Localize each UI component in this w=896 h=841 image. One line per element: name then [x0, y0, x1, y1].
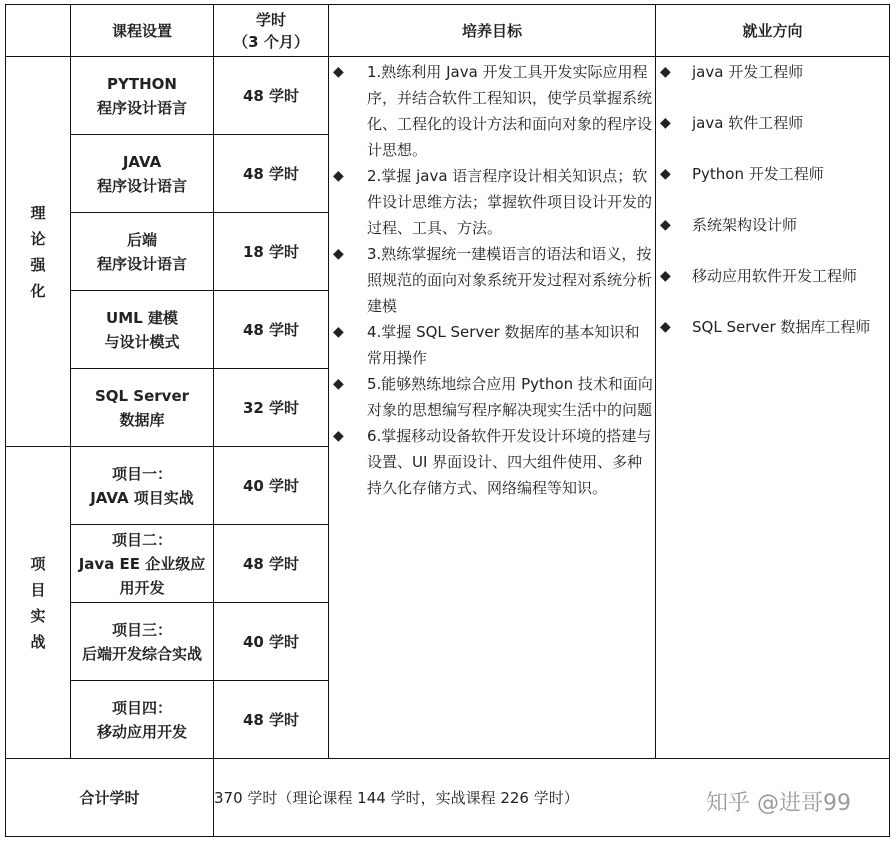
diamond-bullet-icon: ◆: [660, 217, 671, 233]
job-text: 系统架构设计师: [692, 216, 798, 234]
course-name-line: 程序设计语言: [96, 176, 187, 195]
course-name: [71, 369, 214, 447]
course-hours: 48 学时: [214, 681, 329, 759]
course-hours: 40 学时: [214, 447, 329, 525]
course-name-line: 后端: [126, 230, 157, 249]
course-hours: 18 学时: [214, 213, 329, 291]
course-name: [71, 291, 214, 369]
course-hours: 40 学时: [214, 603, 329, 681]
course-name-line: PYTHON: [107, 74, 177, 93]
diamond-bullet-icon: ◆: [333, 246, 344, 262]
header-course: 课程设置: [71, 5, 214, 57]
course-name-line: 数据库: [119, 410, 165, 429]
category-char: 理: [30, 203, 46, 222]
course-name: [71, 135, 214, 213]
course-name-line: 后端开发综合实战: [81, 644, 202, 663]
job-item: [656, 314, 889, 365]
diamond-bullet-icon: ◆: [333, 64, 344, 80]
course-name-line: 项目一：: [111, 464, 172, 483]
course-hours: 48 学时: [214, 57, 329, 135]
watermark: 知乎 @进哥99: [706, 791, 851, 816]
goal-item: [329, 241, 655, 319]
course-table: [5, 4, 890, 837]
total-label: 合计学时: [6, 759, 214, 837]
course-name: [71, 447, 214, 525]
goal-item: [329, 59, 655, 163]
job-item: [656, 110, 889, 161]
course-name-line: 程序设计语言: [96, 254, 187, 273]
course-name-line: UML 建模: [106, 308, 178, 327]
course-name-line: JAVA 项目实战: [90, 488, 194, 507]
course-name-line: 项目二：: [111, 530, 172, 549]
goal-text: 4.掌握 SQL Server 数据库的基本知识和常用操作: [367, 323, 640, 367]
header-hours-line2: （3 个月）: [233, 32, 309, 51]
table-row: [6, 57, 890, 135]
header-blank: [6, 5, 71, 57]
header-hours: [214, 5, 329, 57]
course-name-line: 项目四：: [111, 698, 172, 717]
diamond-bullet-icon: ◆: [660, 268, 671, 284]
course-hours: 48 学时: [214, 291, 329, 369]
course-hours: 32 学时: [214, 369, 329, 447]
diamond-bullet-icon: ◆: [660, 115, 671, 131]
course-name-line: Java EE 企业级应: [78, 554, 206, 573]
course-name: [71, 57, 214, 135]
category-theory: [6, 57, 71, 447]
course-name-line: SQL Server: [94, 386, 190, 405]
job-item: [656, 59, 889, 110]
category-practice: [6, 447, 71, 759]
course-name-line: JAVA: [122, 152, 162, 171]
category-char: 战: [30, 632, 46, 651]
diamond-bullet-icon: ◆: [660, 319, 671, 335]
job-item: [656, 161, 889, 212]
diamond-bullet-icon: ◆: [660, 64, 671, 80]
diamond-bullet-icon: ◆: [333, 428, 344, 444]
diamond-bullet-icon: ◆: [333, 324, 344, 340]
job-text: java 软件工程师: [692, 114, 804, 132]
goal-text: 6.掌握移动设备软件开发设计环境的搭建与设置、UI 界面设计、四大组件使用、多种持久化存储方式、网络编程等知识。: [367, 427, 652, 497]
goal-text: 5.能够熟练地综合应用 Python 技术和面向对象的思想编写程序解决现实生活中的问题: [367, 375, 653, 419]
diamond-bullet-icon: ◆: [660, 166, 671, 182]
category-char: 实: [30, 606, 46, 625]
job-item: [656, 212, 889, 263]
course-name-line: 程序设计语言: [96, 98, 187, 117]
category-char: 项: [30, 554, 46, 573]
course-hours: 48 学时: [214, 135, 329, 213]
course-name-line: 项目三：: [111, 620, 172, 639]
diamond-bullet-icon: ◆: [333, 168, 344, 184]
course-name: [71, 681, 214, 759]
goal-item: [329, 371, 655, 423]
goal-text: 2.掌握 java 语言程序设计相关知识点；软件设计思维方法；掌握软件项目设计开发的过程、工具、方法。: [367, 167, 653, 237]
category-char: 强: [30, 255, 46, 274]
goal-text: 1.熟练利用 Java 开发工具开发实际应用程序，并结合软件工程知识，使学员掌握系统化、工程化的设计方法和面向对象的程序设计思想。: [367, 63, 653, 159]
course-name: [71, 603, 214, 681]
header-hours-line1: 学时: [255, 10, 286, 29]
job-text: SQL Server 数据库工程师: [692, 318, 871, 336]
category-char: 化: [30, 281, 46, 300]
goal-item: [329, 163, 655, 241]
job-text: java 开发工程师: [692, 63, 804, 81]
job-item: [656, 263, 889, 314]
header-jobs: 就业方向: [656, 5, 890, 57]
course-name-line: 移动应用开发: [96, 722, 187, 741]
course-name-line: 与设计模式: [104, 332, 180, 351]
category-char: 目: [30, 580, 46, 599]
course-name: [71, 213, 214, 291]
header-row: [6, 5, 890, 57]
job-text: 移动应用软件开发工程师: [692, 267, 858, 285]
goal-item: [329, 423, 655, 501]
diamond-bullet-icon: ◆: [333, 376, 344, 392]
jobs-cell: [656, 57, 890, 759]
goal-text: 3.熟练掌握统一建模语言的语法和语义，按照规范的面向对象系统开发过程对系统分析建模: [367, 245, 653, 315]
job-text: Python 开发工程师: [692, 165, 824, 183]
goals-cell: [329, 57, 656, 759]
goal-item: [329, 319, 655, 371]
course-name: [71, 525, 214, 603]
header-goals: 培养目标: [329, 5, 656, 57]
total-value: 370 学时（理论课程 144 学时，实战课程 226 学时）: [214, 759, 890, 837]
course-hours: 48 学时: [214, 525, 329, 603]
course-name-line: 用开发: [119, 578, 165, 597]
category-char: 论: [30, 229, 46, 248]
